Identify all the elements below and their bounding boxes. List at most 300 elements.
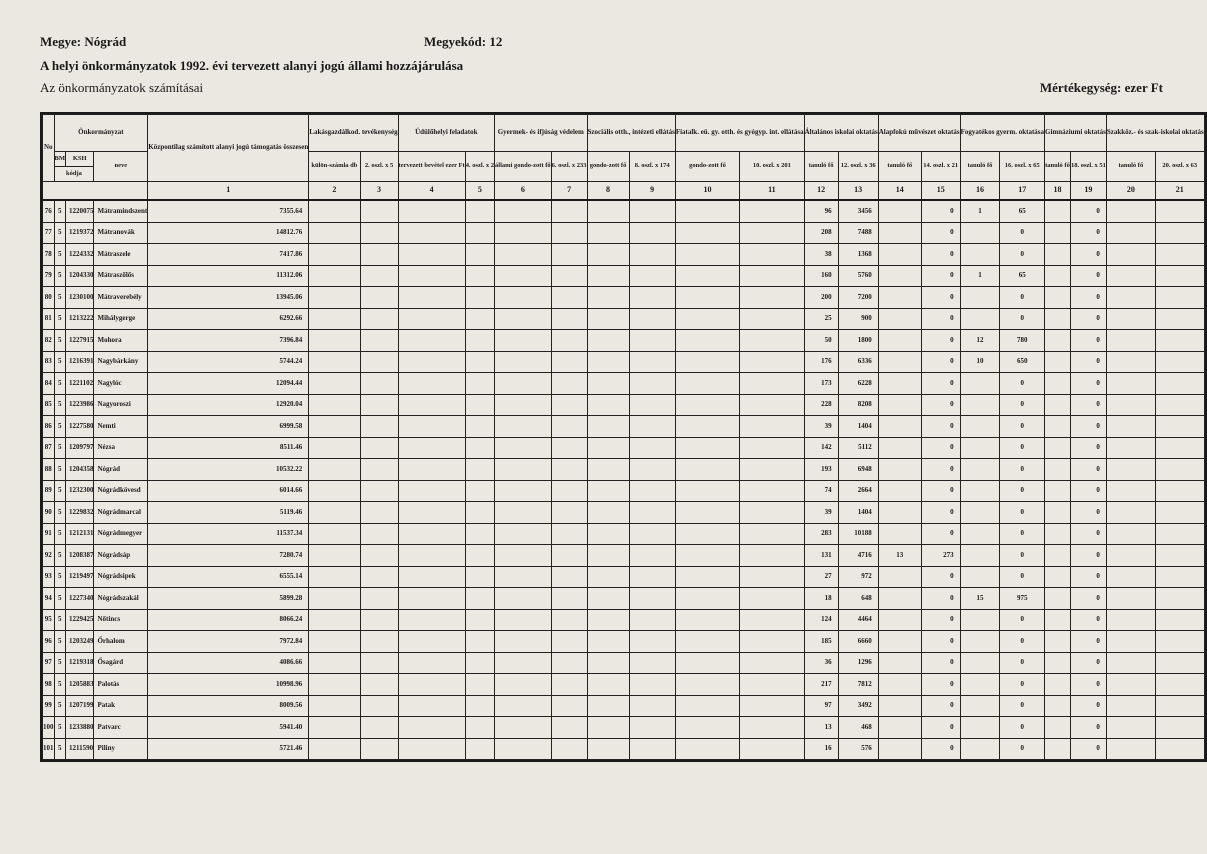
- cell-empty: [1106, 652, 1155, 674]
- cell-c16: [960, 308, 1000, 330]
- cell-bm: 5: [54, 222, 65, 244]
- cell-empty: [587, 652, 629, 674]
- cell-empty: [740, 738, 804, 760]
- table-row: [43, 287, 1205, 309]
- cell-empty: [360, 695, 398, 717]
- cell-empty: [398, 351, 465, 373]
- cell-c19: 0: [1070, 373, 1106, 395]
- header-colnum: 3: [360, 182, 398, 201]
- cell-empty: [740, 394, 804, 416]
- cell-no: 101: [43, 738, 55, 760]
- cell-empty: [551, 502, 587, 524]
- cell-c17: 975: [1000, 588, 1045, 610]
- cell-empty: [1106, 459, 1155, 481]
- cell-c17: 0: [1000, 416, 1045, 438]
- cell-c16: [960, 244, 1000, 266]
- header-group: Szakköz.- és szak-iskolai oktatás: [1106, 115, 1204, 152]
- header-colnum-blank: [43, 182, 148, 201]
- cell-empty: [309, 222, 360, 244]
- cell-empty: [495, 373, 552, 395]
- header-group: Gyermek- és ifjúság védelem: [495, 115, 587, 152]
- cell-empty: [1045, 287, 1071, 309]
- cell-empty: [465, 244, 494, 266]
- cell-empty: [587, 566, 629, 588]
- table-row: [43, 373, 1205, 395]
- cell-empty: [495, 222, 552, 244]
- header-group: Üdülőhelyi feladatok: [398, 115, 494, 152]
- cell-empty: [675, 394, 739, 416]
- cell-empty: [465, 416, 494, 438]
- cell-c13: 4464: [838, 609, 878, 631]
- cell-c16: [960, 717, 1000, 739]
- header-colnum: 2: [309, 182, 360, 201]
- table-row: [43, 222, 1205, 244]
- cell-empty: [587, 695, 629, 717]
- cell-empty: [587, 437, 629, 459]
- cell-c19: 0: [1070, 609, 1106, 631]
- cell-empty: [740, 588, 804, 610]
- cell-empty: [740, 652, 804, 674]
- cell-empty: [675, 566, 739, 588]
- cell-c13: 1404: [838, 502, 878, 524]
- cell-empty: [629, 480, 675, 502]
- header-colnum: 15: [921, 182, 960, 201]
- header-ksh: KSH: [65, 152, 94, 167]
- cell-name: Nógrádmarcal: [94, 502, 148, 524]
- cell-bm: 5: [54, 394, 65, 416]
- cell-empty: [309, 523, 360, 545]
- cell-empty: [629, 265, 675, 287]
- cell-c17: 650: [1000, 351, 1045, 373]
- cell-c13: 468: [838, 717, 878, 739]
- cell-c16: [960, 222, 1000, 244]
- cell-empty: [398, 738, 465, 760]
- cell-empty: [629, 652, 675, 674]
- cell-total: 6999.58: [148, 416, 309, 438]
- cell-ksh: 1213222: [65, 308, 94, 330]
- cell-empty: [1155, 287, 1204, 309]
- cell-c17: 0: [1000, 695, 1045, 717]
- cell-c15: 0: [921, 717, 960, 739]
- cell-c17: 780: [1000, 330, 1045, 352]
- cell-name: Mohora: [94, 330, 148, 352]
- cell-c14: [878, 416, 921, 438]
- cell-empty: [360, 287, 398, 309]
- cell-name: Őrhalom: [94, 631, 148, 653]
- cell-c16: [960, 566, 1000, 588]
- cell-c12: 50: [804, 330, 838, 352]
- cell-c14: [878, 287, 921, 309]
- cell-empty: [551, 373, 587, 395]
- cell-c15: 0: [921, 609, 960, 631]
- header-colnum: 5: [465, 182, 494, 201]
- header-sub: 8. oszl. x 174: [629, 152, 675, 182]
- cell-empty: [551, 222, 587, 244]
- cell-empty: [675, 480, 739, 502]
- cell-empty: [740, 609, 804, 631]
- cell-c19: 0: [1070, 416, 1106, 438]
- cell-c12: 160: [804, 265, 838, 287]
- cell-no: 95: [43, 609, 55, 631]
- cell-c17: 0: [1000, 244, 1045, 266]
- cell-empty: [1045, 330, 1071, 352]
- cell-empty: [309, 545, 360, 567]
- header-sub: tanuló fő: [878, 152, 921, 182]
- cell-empty: [551, 717, 587, 739]
- header-sub: tanuló fő: [804, 152, 838, 182]
- cell-empty: [1106, 480, 1155, 502]
- cell-empty: [1155, 717, 1204, 739]
- cell-empty: [309, 674, 360, 696]
- cell-c14: [878, 200, 921, 222]
- cell-empty: [360, 265, 398, 287]
- cell-empty: [740, 351, 804, 373]
- cell-empty: [587, 738, 629, 760]
- cell-empty: [495, 330, 552, 352]
- header-colnum: 17: [1000, 182, 1045, 201]
- table-row: [43, 351, 1205, 373]
- cell-c17: 0: [1000, 738, 1045, 760]
- cell-c13: 7812: [838, 674, 878, 696]
- cell-empty: [1106, 674, 1155, 696]
- table-row: [43, 566, 1205, 588]
- cell-empty: [398, 287, 465, 309]
- header-sub: 20. oszl. x 63: [1155, 152, 1204, 182]
- cell-empty: [551, 330, 587, 352]
- cell-c16: [960, 631, 1000, 653]
- cell-empty: [360, 416, 398, 438]
- cell-name: Ősagárd: [94, 652, 148, 674]
- table-row: [43, 308, 1205, 330]
- cell-ksh: 1227580: [65, 416, 94, 438]
- table-row: [43, 265, 1205, 287]
- cell-empty: [398, 545, 465, 567]
- cell-ksh: 1229425: [65, 609, 94, 631]
- cell-empty: [309, 588, 360, 610]
- cell-c19: 0: [1070, 200, 1106, 222]
- cell-empty: [495, 308, 552, 330]
- cell-c15: 0: [921, 330, 960, 352]
- cell-c19: 0: [1070, 437, 1106, 459]
- cell-empty: [398, 222, 465, 244]
- cell-total: 13945.06: [148, 287, 309, 309]
- cell-empty: [740, 416, 804, 438]
- cell-c12: 228: [804, 394, 838, 416]
- cell-c12: 131: [804, 545, 838, 567]
- cell-empty: [551, 459, 587, 481]
- cell-empty: [551, 351, 587, 373]
- cell-c14: [878, 265, 921, 287]
- cell-empty: [1106, 588, 1155, 610]
- table-row: [43, 609, 1205, 631]
- cell-empty: [465, 631, 494, 653]
- cell-ksh: 1212131: [65, 523, 94, 545]
- cell-empty: [1155, 502, 1204, 524]
- cell-empty: [309, 459, 360, 481]
- cell-ksh: 1211590: [65, 738, 94, 760]
- cell-no: 98: [43, 674, 55, 696]
- cell-empty: [629, 695, 675, 717]
- table-body: [43, 200, 1205, 760]
- cell-empty: [495, 200, 552, 222]
- cell-empty: [675, 351, 739, 373]
- cell-c17: 0: [1000, 480, 1045, 502]
- cell-empty: [675, 200, 739, 222]
- cell-c13: 5760: [838, 265, 878, 287]
- cell-name: Mátranovák: [94, 222, 148, 244]
- header-group: Fiatalk. eü. gy. otth. és gyógyp. int. ellátása: [675, 115, 804, 152]
- cell-c15: 0: [921, 588, 960, 610]
- cell-empty: [551, 588, 587, 610]
- cell-empty: [1106, 287, 1155, 309]
- cell-empty: [587, 631, 629, 653]
- cell-empty: [1155, 200, 1204, 222]
- cell-empty: [551, 265, 587, 287]
- cell-name: Nagybárkány: [94, 351, 148, 373]
- cell-empty: [398, 695, 465, 717]
- cell-empty: [1045, 265, 1071, 287]
- header-sub: külön-számla db: [309, 152, 360, 182]
- cell-empty: [309, 308, 360, 330]
- cell-ksh: 1207199: [65, 695, 94, 717]
- cell-empty: [551, 437, 587, 459]
- cell-empty: [1106, 265, 1155, 287]
- cell-ksh: 1219497: [65, 566, 94, 588]
- cell-empty: [740, 631, 804, 653]
- cell-empty: [587, 308, 629, 330]
- cell-no: 93: [43, 566, 55, 588]
- cell-c19: 0: [1070, 523, 1106, 545]
- cell-empty: [587, 330, 629, 352]
- cell-ksh: 1209797: [65, 437, 94, 459]
- cell-empty: [495, 416, 552, 438]
- cell-empty: [740, 222, 804, 244]
- cell-empty: [1155, 308, 1204, 330]
- cell-empty: [551, 738, 587, 760]
- cell-c14: [878, 609, 921, 631]
- cell-empty: [1106, 695, 1155, 717]
- cell-ksh: 1224332: [65, 244, 94, 266]
- cell-empty: [1106, 373, 1155, 395]
- cell-c12: 176: [804, 351, 838, 373]
- cell-empty: [398, 502, 465, 524]
- cell-empty: [398, 416, 465, 438]
- cell-bm: 5: [54, 351, 65, 373]
- cell-empty: [551, 566, 587, 588]
- cell-empty: [629, 609, 675, 631]
- cell-ksh: 1221102: [65, 373, 94, 395]
- cell-c13: 5112: [838, 437, 878, 459]
- cell-name: Mátraszőlős: [94, 265, 148, 287]
- cell-empty: [309, 609, 360, 631]
- cell-name: Nógrádsáp: [94, 545, 148, 567]
- cell-empty: [1155, 523, 1204, 545]
- cell-c16: [960, 459, 1000, 481]
- cell-empty: [360, 738, 398, 760]
- header-group: Szociális otth., intézeti ellátás: [587, 115, 675, 152]
- header-sub: 10. oszl. x 201: [740, 152, 804, 182]
- cell-empty: [398, 330, 465, 352]
- cell-empty: [551, 695, 587, 717]
- header-colnum: 9: [629, 182, 675, 201]
- cell-empty: [629, 416, 675, 438]
- cell-empty: [1155, 373, 1204, 395]
- cell-empty: [675, 502, 739, 524]
- cell-empty: [1045, 416, 1071, 438]
- header-group: Gimnáziumi oktatás: [1045, 115, 1107, 152]
- cell-empty: [551, 244, 587, 266]
- cell-total: 12920.04: [148, 394, 309, 416]
- cell-empty: [629, 287, 675, 309]
- cell-empty: [309, 265, 360, 287]
- cell-no: 97: [43, 652, 55, 674]
- table-row: [43, 244, 1205, 266]
- cell-c19: 0: [1070, 566, 1106, 588]
- cell-c13: 3456: [838, 200, 878, 222]
- header-sub: 4. oszl. x 2: [465, 152, 494, 182]
- cell-total: 8066.24: [148, 609, 309, 631]
- cell-empty: [1106, 308, 1155, 330]
- cell-no: 91: [43, 523, 55, 545]
- cell-name: Mátraverebély: [94, 287, 148, 309]
- cell-c16: 1: [960, 200, 1000, 222]
- cell-empty: [1045, 394, 1071, 416]
- cell-c14: [878, 502, 921, 524]
- cell-empty: [551, 631, 587, 653]
- document-subtitle: Az önkormányzatok számításai: [40, 80, 204, 95]
- cell-empty: [1045, 652, 1071, 674]
- cell-empty: [1045, 308, 1071, 330]
- cell-total: 7280.74: [148, 545, 309, 567]
- cell-no: 82: [43, 330, 55, 352]
- cell-empty: [629, 459, 675, 481]
- cell-empty: [740, 437, 804, 459]
- cell-ksh: 1219318: [65, 652, 94, 674]
- cell-empty: [1155, 265, 1204, 287]
- cell-empty: [1045, 545, 1071, 567]
- cell-c15: 0: [921, 674, 960, 696]
- cell-empty: [360, 674, 398, 696]
- cell-ksh: 1216391: [65, 351, 94, 373]
- cell-total: 7396.84: [148, 330, 309, 352]
- cell-total: 5119.46: [148, 502, 309, 524]
- cell-empty: [1045, 631, 1071, 653]
- cell-ksh: 1227340: [65, 588, 94, 610]
- cell-bm: 5: [54, 373, 65, 395]
- cell-c12: 124: [804, 609, 838, 631]
- header-sub: tanuló fő: [960, 152, 1000, 182]
- cell-no: 83: [43, 351, 55, 373]
- cell-empty: [398, 566, 465, 588]
- cell-empty: [495, 717, 552, 739]
- cell-empty: [1106, 502, 1155, 524]
- cell-bm: 5: [54, 330, 65, 352]
- cell-empty: [309, 652, 360, 674]
- cell-c15: 0: [921, 566, 960, 588]
- cell-bm: 5: [54, 244, 65, 266]
- cell-empty: [587, 394, 629, 416]
- cell-c19: 0: [1070, 394, 1106, 416]
- cell-name: Nógrádszakál: [94, 588, 148, 610]
- header-colnum: 19: [1070, 182, 1106, 201]
- cell-c15: 0: [921, 738, 960, 760]
- table-row: [43, 674, 1205, 696]
- cell-empty: [465, 308, 494, 330]
- cell-c12: 142: [804, 437, 838, 459]
- cell-c13: 7488: [838, 222, 878, 244]
- cell-empty: [465, 695, 494, 717]
- cell-empty: [309, 437, 360, 459]
- cell-empty: [465, 437, 494, 459]
- county-code-label: Megyekód: 12: [424, 34, 503, 49]
- cell-empty: [629, 588, 675, 610]
- cell-no: 77: [43, 222, 55, 244]
- cell-c17: 0: [1000, 674, 1045, 696]
- cell-c12: 39: [804, 416, 838, 438]
- cell-empty: [1106, 545, 1155, 567]
- cell-c19: 0: [1070, 717, 1106, 739]
- header-sub: tervezett bevétel ezer Ft: [398, 152, 465, 182]
- cell-c15: 0: [921, 373, 960, 395]
- cell-empty: [1106, 330, 1155, 352]
- cell-name: Nógrádmegyer: [94, 523, 148, 545]
- cell-c17: 0: [1000, 373, 1045, 395]
- cell-empty: [360, 394, 398, 416]
- cell-empty: [629, 244, 675, 266]
- cell-c13: 3492: [838, 695, 878, 717]
- cell-c12: 25: [804, 308, 838, 330]
- cell-empty: [675, 609, 739, 631]
- cell-empty: [465, 674, 494, 696]
- cell-ksh: 1233880: [65, 717, 94, 739]
- header-sub: tanuló fő: [1106, 152, 1155, 182]
- cell-empty: [360, 459, 398, 481]
- cell-empty: [629, 738, 675, 760]
- cell-empty: [740, 480, 804, 502]
- cell-ksh: 1227915: [65, 330, 94, 352]
- header-sub: 6. oszl. x 233: [551, 152, 587, 182]
- table-row: [43, 588, 1205, 610]
- cell-empty: [1155, 480, 1204, 502]
- cell-empty: [1045, 459, 1071, 481]
- cell-empty: [1045, 588, 1071, 610]
- cell-empty: [1106, 394, 1155, 416]
- cell-empty: [1155, 459, 1204, 481]
- cell-empty: [495, 631, 552, 653]
- cell-c14: [878, 588, 921, 610]
- cell-c17: 0: [1000, 394, 1045, 416]
- cell-empty: [309, 373, 360, 395]
- cell-c17: 0: [1000, 631, 1045, 653]
- cell-c19: 0: [1070, 459, 1106, 481]
- cell-empty: [398, 480, 465, 502]
- cell-empty: [587, 674, 629, 696]
- header-colnum: 18: [1045, 182, 1071, 201]
- cell-c14: [878, 631, 921, 653]
- cell-c16: [960, 502, 1000, 524]
- cell-empty: [1045, 717, 1071, 739]
- cell-empty: [675, 373, 739, 395]
- cell-empty: [551, 416, 587, 438]
- cell-empty: [587, 545, 629, 567]
- cell-ksh: 1230100: [65, 287, 94, 309]
- cell-empty: [309, 200, 360, 222]
- cell-c12: 16: [804, 738, 838, 760]
- cell-c19: 0: [1070, 480, 1106, 502]
- header-sub: 14. oszl. x 21: [921, 152, 960, 182]
- cell-c15: 273: [921, 545, 960, 567]
- cell-bm: 5: [54, 523, 65, 545]
